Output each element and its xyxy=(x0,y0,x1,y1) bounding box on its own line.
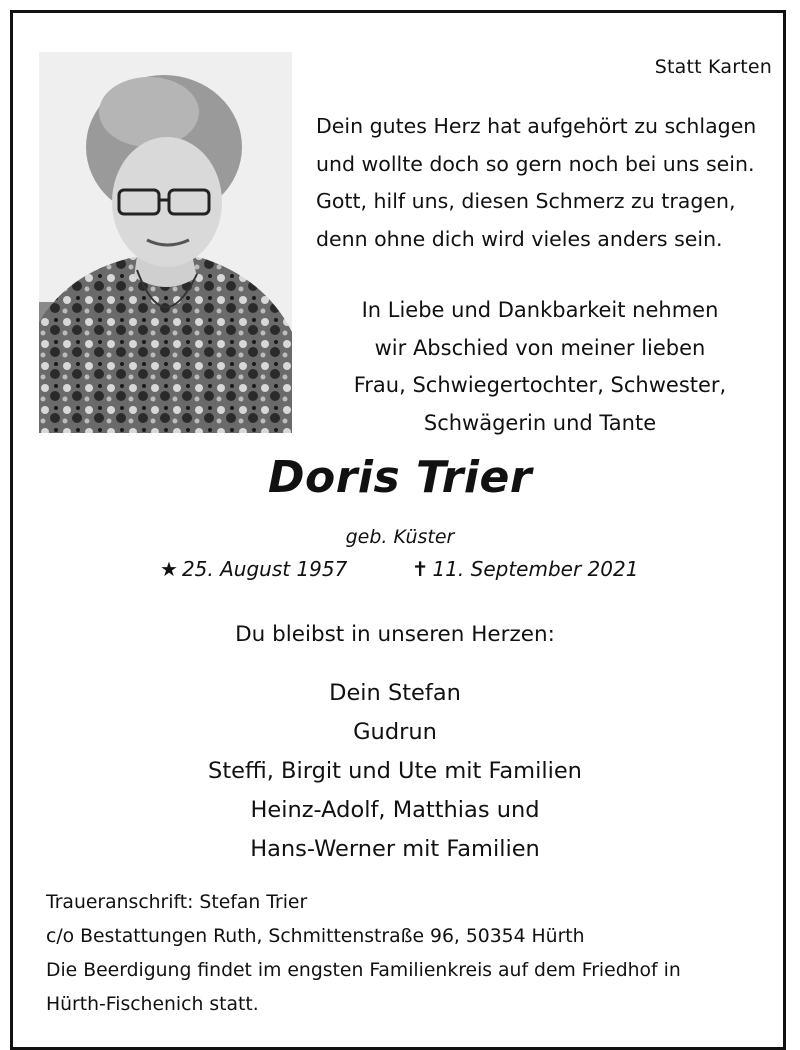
address-line: Traueranschrift: Stefan Trier xyxy=(46,892,308,913)
address-line: Hürth-Fischenich statt. xyxy=(46,994,259,1015)
address-block xyxy=(46,886,786,1022)
farewell-line: wir Abschied von meiner lieben xyxy=(374,335,706,360)
poem xyxy=(316,108,776,258)
address-line: Die Beerdigung findet im engsten Familienkreis auf dem Friedhof in xyxy=(46,960,681,981)
mourner-line: Dein Stefan xyxy=(329,680,461,706)
portrait-photo xyxy=(39,52,292,433)
star-icon: ★ xyxy=(160,557,178,581)
mourner-line: Gudrun xyxy=(353,719,437,745)
mourner-line: Hans-Werner mit Familien xyxy=(250,836,540,862)
farewell-line: Frau, Schwiegertochter, Schwester, xyxy=(353,373,727,397)
poem-line: Dein gutes Herz hat aufgehört zu schlagen xyxy=(316,114,757,138)
farewell-line: In Liebe und Dankbarkeit nehmen xyxy=(361,298,719,322)
mourner-line: Heinz-Adolf, Matthias und xyxy=(250,797,540,823)
cross-icon: ✝ xyxy=(411,557,429,581)
mourners-list xyxy=(0,674,790,869)
deceased-name: Doris Trier xyxy=(267,452,533,503)
poem-line: Gott, hilf uns, diesen Schmerz zu tragen, xyxy=(316,189,736,213)
statt-karten-label: Statt Karten xyxy=(654,56,772,78)
life-dates xyxy=(160,557,638,581)
poem-line: und wollte doch so gern noch bei uns sein. xyxy=(316,151,755,176)
birth-date: 25. August 1957 xyxy=(181,557,348,581)
mourner-line: Steffi, Birgit und Ute mit Familien xyxy=(208,758,582,784)
death-date: 11. September 2021 xyxy=(432,557,639,581)
farewell-text xyxy=(300,292,780,442)
poem-line: denn ohne dich wird vieles anders sein. xyxy=(316,226,723,251)
farewell-line: Schwägerin und Tante xyxy=(423,410,657,435)
birth-name: geb. Küster xyxy=(345,526,455,548)
heart-line: Du bleibst in unseren Herzen: xyxy=(235,622,555,647)
address-line: c/o Bestattungen Ruth, Schmittenstraße 96, 50354 Hürth xyxy=(46,926,585,947)
